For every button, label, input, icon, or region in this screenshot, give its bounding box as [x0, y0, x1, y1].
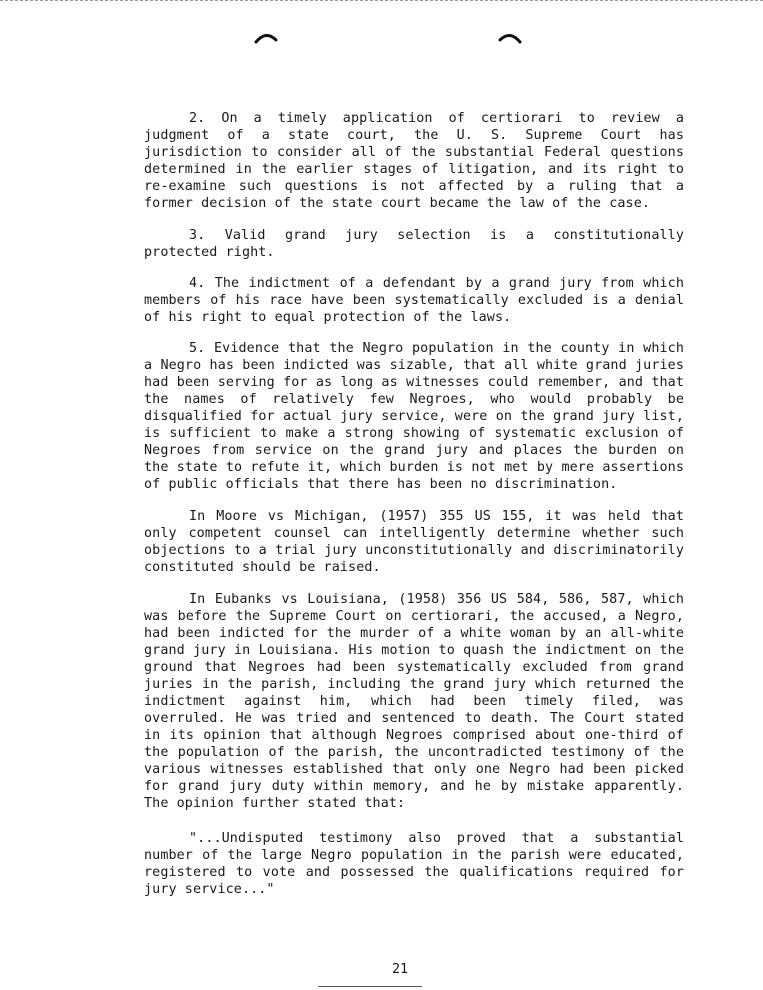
page-top-edge [0, 0, 763, 1]
paragraph-holding-2: 2. On a timely application of certiorari to review a judgment of a state court, the U. S. Supreme Court has jurisdiction to consider all of the substantial Federal questions determined in the earlier stages of litigation, and its right to re-examine such questions is not affected by a ruling that a former decision of the state court became the law of the case. [144, 111, 684, 211]
paragraph-moore-vs-michigan: In Moore vs Michigan, (1957) 355 US 155, it was held that only competent counsel can intelligently determine whether such objections to a trial jury unconstitutionally and discriminatorily constituted should be raised. [144, 509, 684, 575]
punch-mark-icon [254, 30, 278, 44]
document-body [144, 110, 684, 898]
page-number: 21 [392, 962, 409, 977]
paragraph-eubanks-vs-louisiana: In Eubanks vs Louisiana, (1958) 356 US 584, 586, 587, which was before the Supreme Court on certiorari, the accused, a Negro, had been indicted for the murder of a white woman by an all-white grand jury in Louisiana. His motion to quash the indictment on the ground that Negroes had been systematically excluded from grand juries in the parish, including the grand jury which returned the indictment against him, which had been timely filed, was overruled. He was tried and sentenced to death. The Court stated in its opinion that although Negroes comprised about one-third of the population of the parish, the uncontradicted testimony of the various witnesses established that only one Negro had been picked for grand jury duty within memory, and he by mistake apparently. The opinion further stated that: [144, 592, 684, 811]
bottom-rule [318, 986, 422, 987]
paragraph-holding-3: 3. Valid grand jury selection is a constitutionally protected right. [144, 228, 684, 260]
quoted-passage: "...Undisputed testimony also proved that a substantial number of the large Negro population in the parish were educated, registered to vote and possessed the qualifications required for jury service..." [144, 831, 684, 897]
paragraph-holding-5: 5. Evidence that the Negro population in the county in which a Negro has been indicted was sizable, that all white grand juries had been serving for as long as witnesses could remember, and that the names of relatively few Negroes, who would probably be disqualified for actual jury service, were on the grand jury list, is sufficient to make a strong showing of systematic exclusion of Negroes from service on the grand jury and places the burden on the state to refute it, which burden is not met by mere assertions of public officials that there has been no discrimination. [144, 341, 684, 492]
paragraph-holding-4: 4. The indictment of a defendant by a grand jury from which members of his race have been systematically excluded is a denial of his right to equal protection of the laws. [144, 276, 684, 325]
punch-mark-icon [498, 30, 522, 44]
